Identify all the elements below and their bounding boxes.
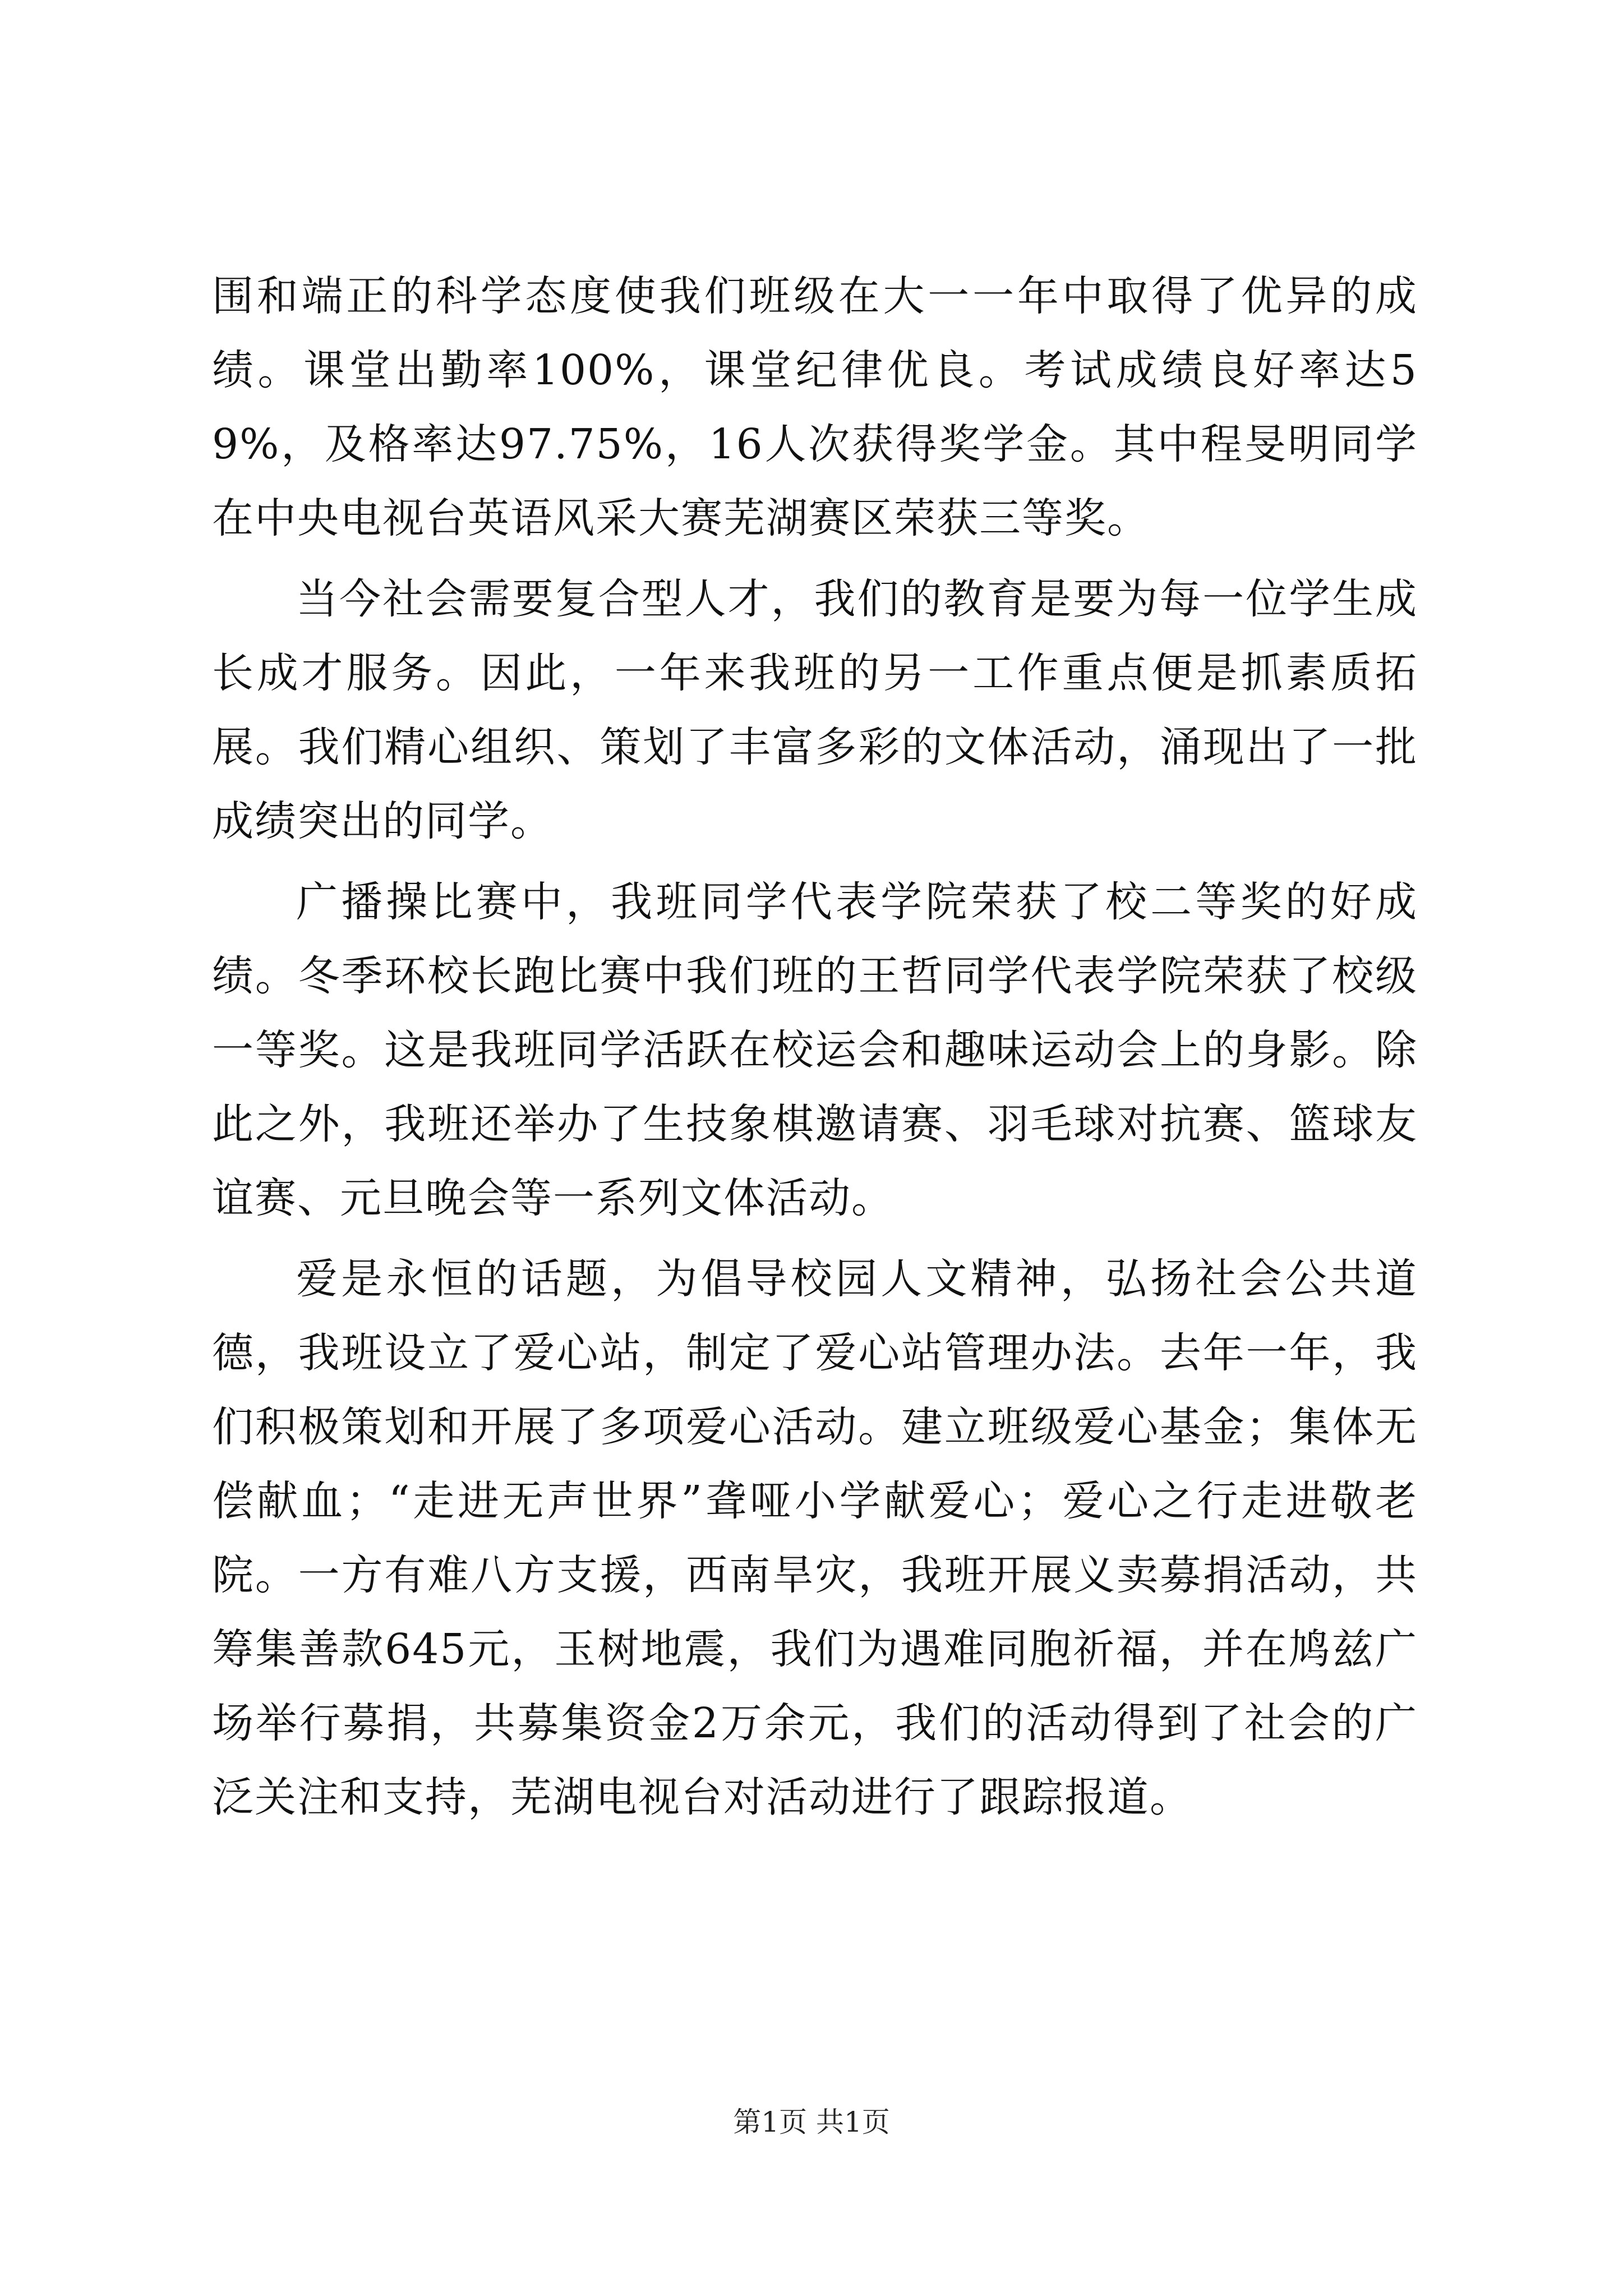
paragraph-charity-activities: 爱是永恒的话题，为倡导校园人文精神，弘扬社会公共道德，我班设立了爱心站，制定了爱心站管理办法。去年一年，我们积极策划和开展了多项爱心活动。建立班级爱心基金；集体无偿献血；“走进无声世界”聋哑小学献爱心；爱心之行走进敬老院。一方有难八方支援，西南旱灾，我班开展义卖募捐活动，共筹集善款645元，玉树地震，我们为遇难同胞祈福，并在鸠兹广场举行募捐，共募集资金2万余元，我们的活动得到了社会的广泛关注和支持，芜湖电视台对活动进行了跟踪报道。	[212, 1255, 1418, 1821]
page-footer: 第1页 共1页	[733, 2106, 890, 2138]
document-body	[212, 259, 1418, 1834]
paragraph-sports-activities: 广播操比赛中，我班同学代表学院荣获了校二等奖的好成绩。冬季环校长跑比赛中我们班的王哲同学代表学院荣获了校级一等奖。这是我班同学活跃在校运会和趣味运动会上的身影。除此之外，我班还举办了生技象棋邀请赛、羽毛球对抗赛、篮球友谊赛、元旦晚会等一系列文体活动。	[212, 878, 1418, 1222]
paragraph-continuation: 围和端正的科学态度使我们班级在大一一年中取得了优异的成绩。课堂出勤率100%，课堂纪律优良。考试成绩良好率达59%，及格率达97.75%，16人次获得奖学金。其中程旻明同学在中央电视台英语风采大赛芜湖赛区荣获三等奖。	[212, 272, 1418, 542]
paragraph-quality-development: 当今社会需要复合型人才，我们的教育是要为每一位学生成长成才服务。因此，一年来我班的另一工作重点便是抓素质拓展。我们精心组织、策划了丰富多彩的文体活动，涌现出了一批成绩突出的同学。	[212, 575, 1418, 845]
